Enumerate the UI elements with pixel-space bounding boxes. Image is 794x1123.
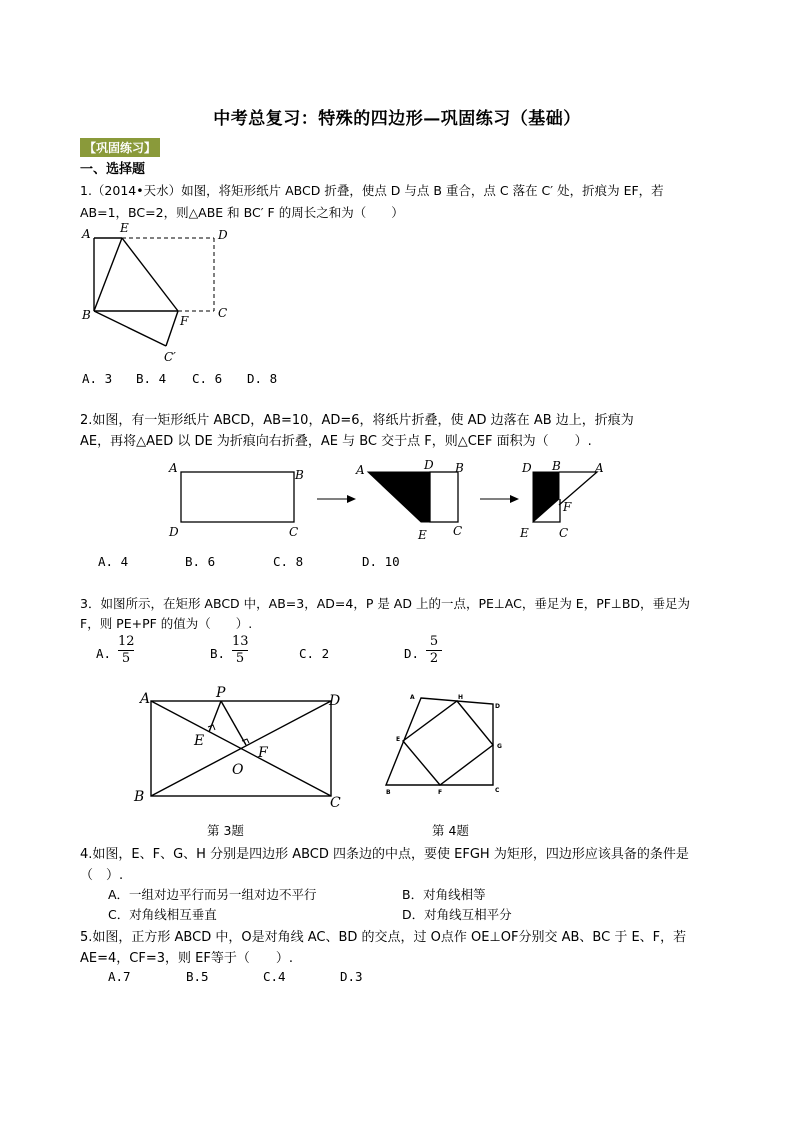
q1-label-d: D xyxy=(218,228,228,242)
q2-text-line1: 2.如图，有一矩形纸片 ABCD，AB=10，AD=6，将纸片折叠，使 AD 边落在 AB 边上，折痕为 xyxy=(80,413,634,428)
section-heading: 一、选择题 xyxy=(80,162,146,177)
q2-fig3-label-d: D xyxy=(522,461,532,475)
q2-fig2-label-a: A xyxy=(356,463,365,477)
q2-fig2-folded-triangle xyxy=(368,472,430,522)
q2-fig1-label-d: D xyxy=(169,525,179,539)
q1-text-line2: AB=1，BC=2，则△ABE 和 BC′ F 的周长之和为（ ） xyxy=(80,205,404,220)
q2-text-line2: AE，再将△AED 以 DE 为折痕向右折叠，AE 与 BC 交于点 F，则△CEF 面积为（ ）. xyxy=(80,434,592,449)
q3-segment-pe xyxy=(209,701,221,732)
q2-figure xyxy=(160,455,630,545)
q2-fig2-label-c: C xyxy=(453,524,463,538)
q2-fig3-label-e: E xyxy=(520,526,529,540)
q1-label-c: C xyxy=(218,306,228,320)
q3-figure xyxy=(130,683,350,813)
q5-text-line2: AE=4，CF=3，则 EF等于（ ）. xyxy=(80,951,293,966)
q2-option-d[interactable]: D. 10 xyxy=(362,554,400,569)
q1-text-line1: 1.（2014•天水）如图，将矩形纸片 ABCD 折叠，使点 D 与点 B 重合，点 C 落在 C′ 处，折痕为 EF，若 xyxy=(80,183,664,198)
q4-option-b[interactable]: B．对角线相等 xyxy=(402,887,486,902)
q3-option-a-fraction: $\frac{12}{5}$ xyxy=(118,634,135,666)
q4-label-h: H xyxy=(458,694,464,701)
q3-label-a: A xyxy=(140,691,151,707)
q1-label-f: F xyxy=(180,314,189,328)
q2-fig3-label-a: A xyxy=(595,461,604,475)
page-title: 中考总复习：特殊的四边形—巩固练习（基础） xyxy=(213,109,581,129)
q2-fig1-label-a: A xyxy=(169,461,178,475)
q1-label-e: E xyxy=(120,221,129,235)
q2-fig2-label-d: D xyxy=(424,458,434,472)
q5-option-d[interactable]: D.3 xyxy=(340,969,363,984)
q4-label-g: G xyxy=(497,743,502,750)
q3-label-f: F xyxy=(258,745,268,761)
q3-option-c[interactable]: C. 2 xyxy=(299,646,330,661)
q1-crease-be xyxy=(94,238,122,311)
q1-crease-ef xyxy=(122,238,178,311)
q4-label-f: F xyxy=(438,789,443,796)
q3-label-p: P xyxy=(216,685,226,701)
q3-label-o: O xyxy=(232,762,244,778)
q3-option-d[interactable]: D. xyxy=(404,646,420,661)
q2-option-c[interactable]: C. 8 xyxy=(273,554,304,569)
q3-label-e: E xyxy=(194,733,205,749)
q2-option-b[interactable]: B. 6 xyxy=(185,554,216,569)
q4-label-c: C xyxy=(495,787,500,794)
q4-quadrilateral-abcd xyxy=(386,698,493,785)
q2-fig2-label-e: E xyxy=(418,528,427,542)
q3-option-d-fraction: $\frac{5}{2}$ xyxy=(426,634,442,667)
q1-side-bcp xyxy=(94,311,166,346)
q4-quadrilateral-efgh xyxy=(403,701,493,785)
q4-text-line2: （ ）. xyxy=(80,868,124,883)
q2-option-a[interactable]: A. 4 xyxy=(98,554,129,569)
q4-option-c[interactable]: C．对角线相互垂直 xyxy=(108,907,217,922)
q2-fig3-shaded xyxy=(533,472,559,522)
q4-option-a[interactable]: A．一组对边平行而另一组对边不平行 xyxy=(108,887,317,902)
q2-arrow-2-head xyxy=(510,495,519,503)
q3-label-c: C xyxy=(330,795,341,811)
q2-fig2-label-b: B xyxy=(455,461,464,475)
q4-caption: 第 4题 xyxy=(432,823,469,838)
q3-label-d: D xyxy=(329,693,341,709)
q3-option-a[interactable]: A. xyxy=(96,646,112,661)
q4-figure xyxy=(380,688,505,798)
q5-text-line1: 5.如图，正方形 ABCD 中，O是对角线 AC、BD 的交点，过 O点作 OE⊥OF分别交 AB、BC 于 E、F，若 xyxy=(80,930,687,945)
q3-label-b: B xyxy=(134,789,145,805)
section-badge: 【巩固练习】 xyxy=(80,138,160,157)
q1-label-cprime: C′ xyxy=(164,350,176,364)
q2-rectangle xyxy=(181,472,294,522)
q4-label-d: D xyxy=(495,703,500,710)
q2-fig2-strip xyxy=(430,472,458,522)
q1-option-b[interactable]: B. 4 xyxy=(136,371,167,386)
q4-text-line1: 4.如图，E、F、G、H 分别是四边形 ABCD 四条边的中点，要使 EFGH 为矩形，四边形应该具备的条件是 xyxy=(80,847,689,862)
q2-fig1-label-b: B xyxy=(295,468,304,482)
q1-option-d[interactable]: D. 8 xyxy=(247,371,278,386)
q1-option-a[interactable]: A. 3 xyxy=(82,371,113,386)
q4-label-a: A xyxy=(410,694,415,701)
q2-arrow-1-head xyxy=(347,495,356,503)
q3-option-b[interactable]: B. xyxy=(210,646,226,661)
q4-label-e: E xyxy=(396,736,401,743)
q3-segment-pf xyxy=(221,701,246,745)
q3-text-line2: F，则 PE+PF 的值为（ ）. xyxy=(80,616,253,631)
q2-fig3-label-f: F xyxy=(563,500,572,514)
q4-label-b: B xyxy=(386,789,391,796)
q2-fig3-label-b: B xyxy=(552,459,561,473)
q1-figure xyxy=(78,220,238,368)
q1-label-b: B xyxy=(82,308,91,322)
q1-label-a: A xyxy=(82,227,91,241)
q5-option-b[interactable]: B.5 xyxy=(186,969,209,984)
q4-option-d[interactable]: D．对角线互相平分 xyxy=(402,907,512,922)
q5-option-c[interactable]: C.4 xyxy=(263,969,286,984)
q2-fig1-label-c: C xyxy=(289,525,299,539)
q5-option-a[interactable]: A.7 xyxy=(108,969,131,984)
q1-side-cpf xyxy=(166,311,178,346)
q3-right-angle-e xyxy=(208,725,215,730)
q3-option-b-fraction: $\frac{13}{5}$ xyxy=(232,634,249,666)
q2-fig3-label-c: C xyxy=(559,526,569,540)
q3-caption: 第 3题 xyxy=(207,823,244,838)
q1-option-c[interactable]: C. 6 xyxy=(192,371,223,386)
q3-text-line1: 3．如图所示，在矩形 ABCD 中，AB=3，AD=4，P 是 AD 上的一点，PE⊥AC，垂足为 E，PF⊥BD，垂足为 xyxy=(80,596,691,611)
